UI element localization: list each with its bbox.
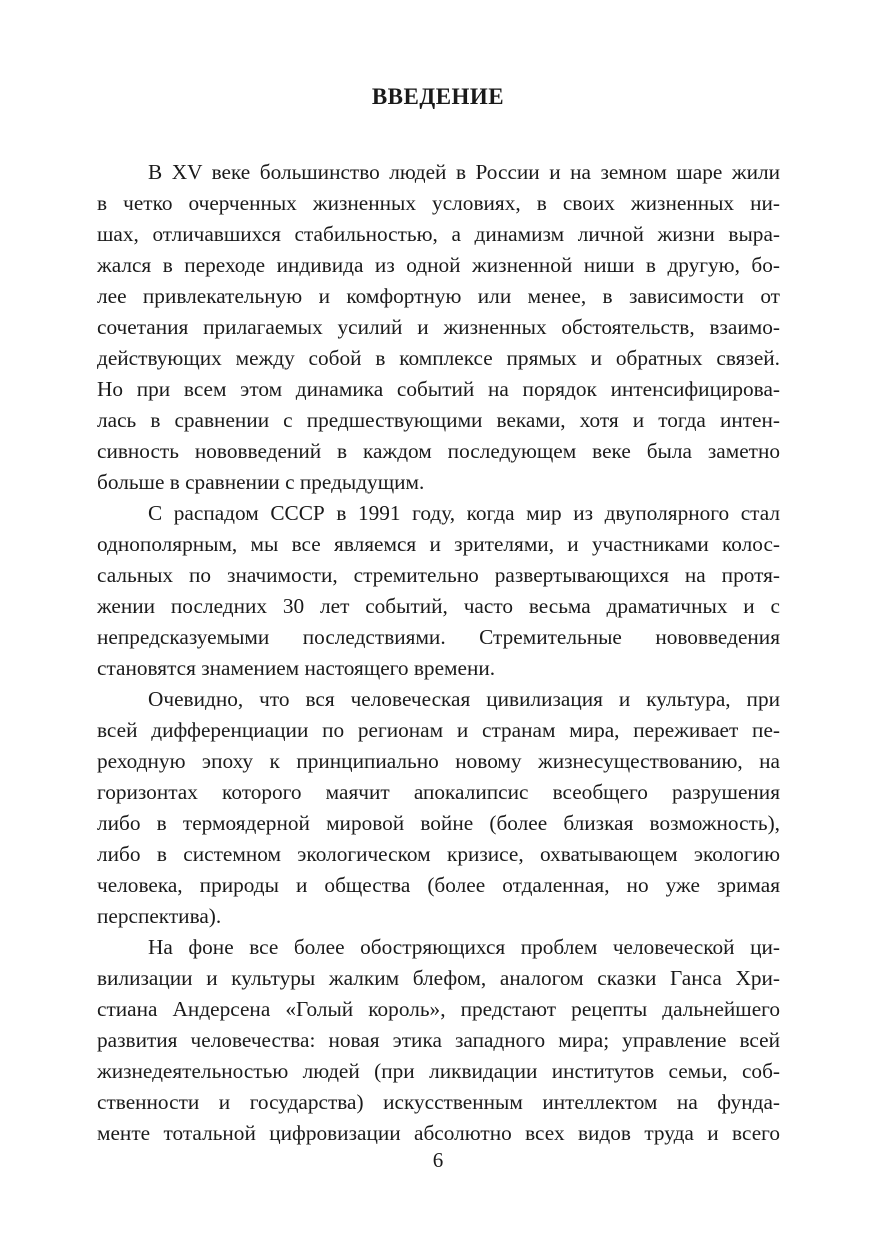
text-line: лее привлекательную и комфортную или менее, в зависимости от	[97, 284, 780, 308]
text-line: в четко очерченных жизненных условиях, в своих жизненных ни-	[97, 191, 780, 215]
text-line: лась в сравнении с предшествующими веками, хотя и тогда интен-	[97, 408, 780, 432]
text-line: действующих между собой в комплексе прямых и обратных связей.	[97, 346, 780, 370]
chapter-title: ВВЕДЕНИЕ	[371, 84, 505, 109]
text-line: шах, отличавшихся стабильностью, а динамизм личной жизни выра-	[97, 222, 780, 246]
text-line: ственности и государства) искусственным интеллектом на фунда-	[97, 1090, 780, 1114]
text-line: либо в термоядерной мировой войне (более близкая возможность),	[97, 811, 780, 835]
text-line: жении последних 30 лет событий, часто весьма драматичных и с	[97, 594, 780, 618]
text-line: развития человечества: новая этика западного мира; управление всей	[97, 1028, 780, 1052]
text-line: всей дифференциации по регионам и странам мира, переживает пе-	[97, 718, 780, 742]
text-line: менте тотальной цифровизации абсолютно всех видов труда и всего	[97, 1121, 780, 1145]
text-line: становятся знамением настоящего времени.	[97, 656, 496, 680]
text-line: Очевидно, что вся человеческая цивилизация и культура, при	[148, 687, 780, 711]
text-line: сальных по значимости, стремительно развертывающихся на протя-	[97, 563, 780, 587]
text-line: либо в системном экологическом кризисе, охватывающем экологию	[97, 842, 780, 866]
text-line: непредсказуемыми последствиями. Стремительные нововведения	[97, 625, 780, 649]
body-text	[97, 157, 780, 1149]
text-line: стиана Андерсена «Голый король», предстают рецепты дальнейшего	[97, 997, 780, 1021]
text-line: Но при всем этом динамика событий на порядок интенсифицирова-	[97, 377, 780, 401]
text-line: сивность нововведений в каждом последующем веке была заметно	[97, 439, 780, 463]
text-line: реходную эпоху к принципиально новому жизнесуществованию, на	[97, 749, 780, 773]
paragraph	[97, 157, 780, 498]
text-line: больше в сравнении с предыдущим.	[97, 470, 425, 494]
text-line: однополярным, мы все являемся и зрителями, и участниками колос-	[97, 532, 780, 556]
text-line: В XV веке большинство людей в России и на земном шаре жили	[148, 160, 780, 184]
text-line: горизонтах которого маячит апокалипсис всеобщего разрушения	[97, 780, 780, 804]
text-line: вилизации и культуры жалким блефом, аналогом сказки Ганса Хри-	[97, 966, 780, 990]
text-line: С распадом СССР в 1991 году, когда мир из двуполярного стал	[148, 501, 780, 525]
text-line: перспектива).	[97, 904, 222, 928]
paragraph	[97, 932, 780, 1149]
text-line: На фоне все более обостряющихся проблем человеческой ци-	[148, 935, 780, 959]
page-number: 6	[432, 1148, 444, 1172]
text-line: человека, природы и общества (более отдаленная, но уже зримая	[97, 873, 780, 897]
text-line: сочетания прилагаемых усилий и жизненных обстоятельств, взаимо-	[97, 315, 780, 339]
paragraph	[97, 684, 780, 932]
text-line: жизнедеятельностью людей (при ликвидации институтов семьи, соб-	[97, 1059, 780, 1083]
paragraph	[97, 498, 780, 684]
text-line: жался в переходе индивида из одной жизненной ниши в другую, бо-	[97, 253, 780, 277]
